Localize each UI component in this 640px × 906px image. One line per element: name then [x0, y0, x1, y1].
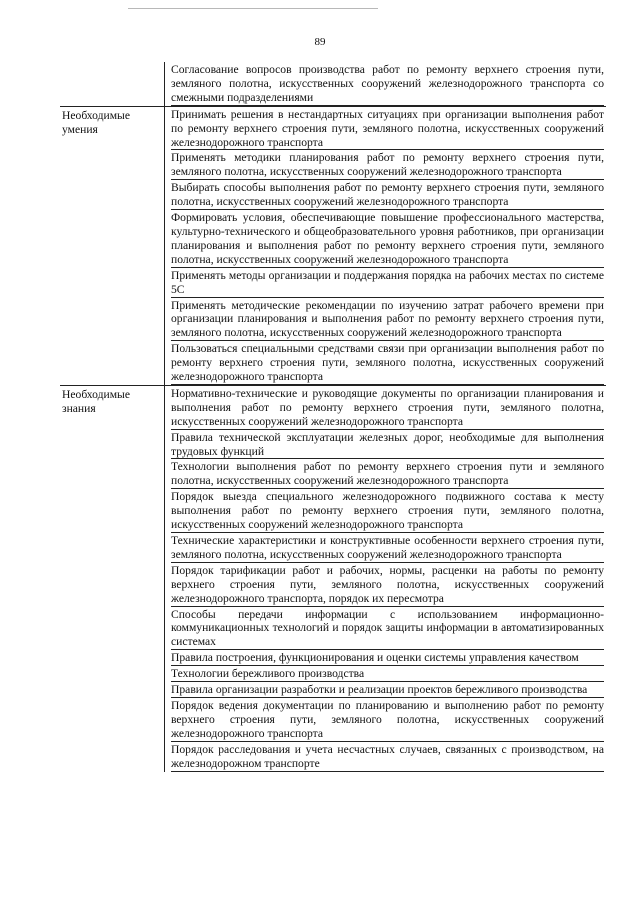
scan-mark: [128, 8, 378, 9]
list-item: Технические характеристики и конструктивные особенности верхнего строения пути, земляного полотна, искусственных сооружений железнодорожного транспорта: [171, 534, 604, 561]
list-item: Порядок выезда специального железнодорожного подвижного состава к месту выполнения работ по ремонту верхнего строения пути, земляного полотна, искусственных сооружений железнодорожного транспорта: [171, 490, 604, 532]
list-item: Порядок расследования и учета несчастных случаев, связанных с производством, на железнодорожном транспорте: [171, 742, 604, 770]
description-cell: [165, 62, 607, 106]
list-item: Формировать условия, обеспечивающие повышение профессионального мастерства, культурно-технического и общеобразовательного уровня работников, при организации планирования и выполнения работ по ремонту верхнего строения пути, земляного полотна, искусственных сооружений железнодорожного транспорта: [171, 211, 604, 266]
list-item: Пользоваться специальными средствами связи при организации выполнения работ по ремонту верхнего строения пути, земляного полотна, искусственных сооружений железнодорожного транспорта: [171, 342, 604, 384]
list-item: Согласование вопросов производства работ по ремонту верхнего строения пути, земляного полотна, искусственных сооружений железнодорожного транспорта со смежными подразделениями: [171, 63, 604, 104]
category-cell: [60, 62, 165, 106]
description-cell: [165, 106, 607, 385]
category-cell: Необходимые знания: [60, 385, 165, 771]
list-item: Правила организации разработки и реализации проектов бережливого производства: [171, 682, 604, 698]
list-item: Применять методики планирования работ по ремонту верхнего строения пути, земляного полотна, искусственных сооружений железнодорожного транспорта: [171, 151, 604, 179]
requirements-table: [60, 62, 606, 772]
list-item: Правила технической эксплуатации железных дорог, необходимые для выполнения трудовых функций: [171, 430, 604, 458]
list-item: Принимать решения в нестандартных ситуациях при организации выполнения работ по ремонту верхнего строения пути, земляного полотна, искусственных сооружений железнодорожного транспорта: [171, 107, 604, 149]
table-row: [60, 385, 606, 771]
list-item: Правила построения, функционирования и оценки системы управления качеством: [171, 650, 604, 666]
list-item: Применять методические рекомендации по изучению затрат рабочего времени при организации планирования и выполнения работ по ремонту верхнего строения пути, земляного полотна, искусственных сооружений железнодорожного транспорта: [171, 298, 604, 340]
page-number: 89: [314, 36, 326, 48]
list-item: Порядок ведения документации по планированию и выполнению работ по ремонту верхнего строения пути, земляного полотна, искусственных сооружений железнодорожного транспорта: [171, 698, 604, 740]
list-item: Порядок тарификации работ и рабочих, нормы, расценки на работы по ремонту верхнего строения пути, земляного полотна, искусственных сооружений железнодорожного транспорта, порядок их пересмотра: [171, 563, 604, 605]
description-cell: [165, 385, 607, 771]
table-row: [60, 106, 606, 385]
table-row: [60, 62, 606, 106]
list-item: Технологии выполнения работ по ремонту верхнего строения пути и земляного полотна, искусственных сооружений железнодорожного транспорта: [171, 460, 604, 488]
list-item: Нормативно-технические и руководящие документы по организации планирования и выполнения работ по ремонту верхнего строения пути, земляного полотна, искусственных сооружений железнодорожного транспорта: [171, 386, 604, 428]
list-item: Применять методы организации и поддержания порядка на рабочих местах по системе 5С: [171, 268, 604, 296]
list-item: Способы передачи информации с использованием информационно-коммуникационных технологий и порядок защиты информации в автоматизированных системах: [171, 607, 604, 649]
list-item: Выбирать способы выполнения работ по ремонту верхнего строения пути, земляного полотна, искусственных сооружений железнодорожного транспорта: [171, 181, 604, 209]
category-cell: Необходимые умения: [60, 106, 165, 385]
list-item: Технологии бережливого производства: [171, 666, 604, 682]
requirements-table-body: [60, 62, 606, 772]
